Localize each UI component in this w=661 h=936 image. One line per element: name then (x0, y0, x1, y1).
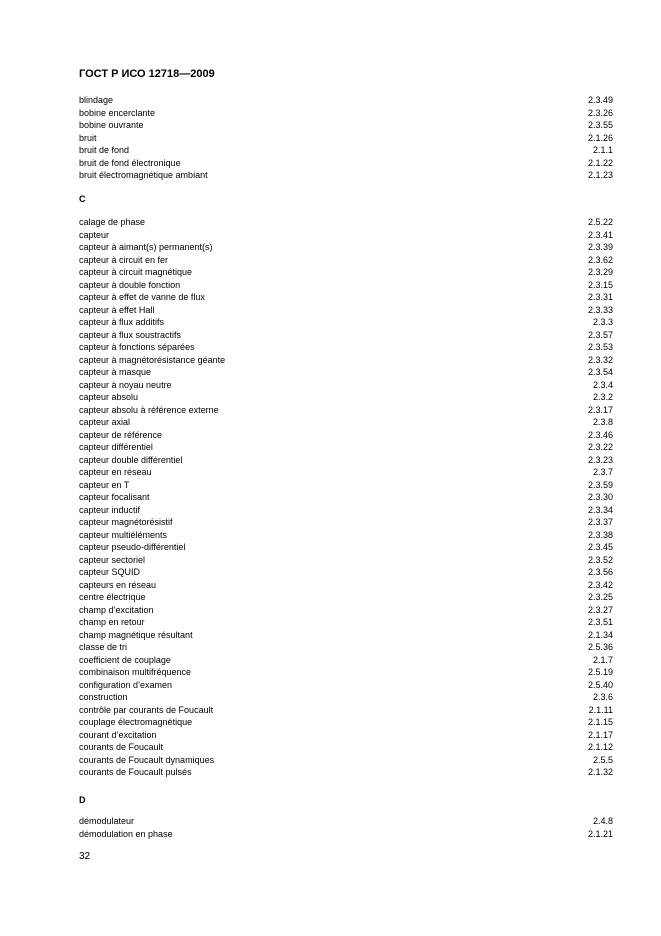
index-reference: 2.1.11 (588, 704, 613, 715)
index-term: champ magnétique résultant (79, 629, 193, 640)
index-reference: 2.3.27 (587, 604, 613, 615)
index-term: capteur inductif (79, 504, 141, 515)
index-entry (79, 579, 613, 592)
index-term: capteur magnétorésistif (79, 517, 173, 527)
index-term: capteurs en réseau (79, 579, 157, 590)
index-reference: 2.3.7 (592, 467, 613, 477)
index-term: capteur à double fonction (79, 279, 181, 290)
index-entry (79, 641, 613, 654)
index-term: bruit (79, 132, 97, 143)
index-reference: 2.3.42 (587, 579, 613, 590)
index-term: bobine encerclante (79, 107, 156, 118)
index-entry (79, 466, 613, 479)
index-reference: 2.3.26 (587, 107, 613, 118)
index-reference: 2.1.22 (587, 157, 613, 168)
index-section (79, 815, 613, 840)
index-reference: 2.1.12 (587, 742, 613, 752)
index-reference: 2.3.38 (587, 529, 613, 540)
index-entry (79, 529, 613, 542)
index-entry (79, 144, 613, 157)
index-reference: 2.3.30 (587, 492, 613, 502)
index-entry (79, 479, 613, 492)
page-number: 32 (79, 851, 91, 862)
index-entry (79, 169, 613, 182)
section-letter: C (79, 194, 86, 204)
index-reference: 2.3.8 (592, 417, 613, 427)
index-term: courants de Foucault dynamiques (79, 754, 215, 765)
index-entry (79, 354, 613, 367)
index-term: contrôle par courants de Foucault (79, 704, 214, 715)
index-reference: 2.3.54 (587, 367, 613, 377)
index-entry (79, 679, 613, 692)
index-reference: 2.3.17 (587, 404, 613, 415)
index-term: bruit de fond (79, 145, 130, 155)
index-entry (79, 491, 613, 504)
index-entry (79, 828, 613, 841)
index-term: capteur en T (79, 479, 130, 490)
index-term: capteur focalisant (79, 492, 150, 502)
index-reference: 2.3.53 (587, 342, 613, 352)
index-term: démodulation en phase (79, 828, 173, 839)
index-entry (79, 716, 613, 729)
index-entry (79, 416, 613, 429)
index-term: capteur à flux soustractifs (79, 329, 182, 340)
index-entry (79, 366, 613, 379)
index-term: capteur à noyau neutre (79, 379, 172, 390)
index-term: configuration d’examen (79, 679, 173, 690)
index-reference: 2.3.22 (587, 442, 613, 452)
index-entry (79, 341, 613, 354)
index-term: capteur axial (79, 417, 131, 427)
index-term: capteur SQUID (79, 567, 141, 577)
index-entry (79, 132, 613, 145)
index-entry (79, 107, 613, 120)
index-reference: 2.3.41 (587, 229, 613, 240)
index-reference: 2.5.5 (592, 754, 613, 765)
index-reference: 2.1.32 (587, 767, 613, 777)
index-term: courants de Foucault (79, 742, 164, 752)
index-term: capteur multiéléments (79, 529, 168, 540)
index-entry (79, 119, 613, 132)
index-reference: 2.5.40 (587, 679, 613, 690)
index-entry (79, 379, 613, 392)
index-term: capteur à fonctions séparées (79, 342, 195, 352)
index-term: capteur absolu à référence externe (79, 404, 219, 415)
index-term: courants de Foucault pulsés (79, 767, 192, 777)
index-reference: 2.3.4 (592, 379, 613, 390)
index-term: capteur absolu (79, 392, 139, 402)
index-entry (79, 766, 613, 779)
index-reference: 2.3.6 (592, 692, 613, 702)
index-reference: 2.1.7 (592, 654, 613, 665)
index-entry (79, 754, 613, 767)
index-entry (79, 216, 613, 229)
index-entry (79, 391, 613, 404)
index-reference: 2.3.23 (587, 454, 613, 465)
index-term: capteur à masque (79, 367, 152, 377)
index-term: capteur à circuit magnétique (79, 267, 193, 277)
index-reference: 2.3.57 (587, 329, 613, 340)
index-entry (79, 691, 613, 704)
index-reference: 2.3.34 (587, 504, 613, 515)
index-entry (79, 157, 613, 170)
index-term: classe de tri (79, 642, 128, 652)
index-entry (79, 429, 613, 442)
index-entry (79, 604, 613, 617)
index-term: capteur pseudo-différentiel (79, 542, 186, 552)
index-reference: 2.3.33 (587, 304, 613, 315)
index-entry (79, 441, 613, 454)
index-term: couplage électromagnétique (79, 717, 193, 727)
index-entry (79, 654, 613, 667)
index-entry (79, 291, 613, 304)
index-reference: 2.3.32 (587, 354, 613, 365)
index-term: capteur à effet de vanne de flux (79, 292, 205, 302)
index-entry (79, 329, 613, 342)
index-reference: 2.3.3 (592, 317, 613, 327)
index-entry (79, 254, 613, 267)
index-term: coefficient de couplage (79, 654, 171, 665)
index-entry (79, 241, 613, 254)
index-entry (79, 566, 613, 579)
index-reference: 2.3.45 (587, 542, 613, 552)
index-term: bruit de fond électronique (79, 157, 181, 168)
index-reference: 2.3.15 (587, 279, 613, 290)
index-term: calage de phase (79, 217, 146, 227)
index-term: blindage (79, 95, 114, 105)
index-entry (79, 741, 613, 754)
index-reference: 2.1.1 (592, 145, 613, 155)
index-entry (79, 504, 613, 517)
index-reference: 2.3.56 (587, 567, 613, 577)
index-reference: 2.1.26 (587, 132, 613, 143)
index-entry (79, 94, 613, 107)
index-term: capteur sectoriel (79, 554, 146, 565)
index-reference: 2.3.37 (587, 517, 613, 527)
index-reference: 2.3.59 (587, 479, 613, 490)
index-reference: 2.3.29 (587, 267, 613, 277)
index-term: capteur à aimant(s) permanent(s) (79, 242, 213, 252)
index-reference: 2.3.2 (592, 392, 613, 402)
index-reference: 2.4.8 (592, 816, 613, 826)
index-reference: 2.5.36 (587, 642, 613, 652)
index-entry (79, 404, 613, 417)
index-reference: 2.1.15 (587, 717, 613, 727)
index-term: capteur différentiel (79, 442, 153, 452)
index-entry (79, 629, 613, 642)
index-term: capteur à effet Hall (79, 304, 155, 315)
index-term: champ en retour (79, 617, 145, 627)
index-reference: 2.3.31 (587, 292, 613, 302)
index-term: capteur à flux additifs (79, 317, 165, 327)
index-term: champ d’excitation (79, 604, 154, 615)
index-reference: 2.1.23 (587, 170, 613, 180)
index-term: bobine ouvrante (79, 120, 144, 130)
index-entry (79, 279, 613, 292)
index-reference: 2.5.19 (587, 667, 613, 677)
index-entry (79, 704, 613, 717)
index-reference: 2.1.21 (587, 828, 613, 839)
index-reference: 2.3.52 (587, 554, 613, 565)
index-entry (79, 729, 613, 742)
index-entry (79, 316, 613, 329)
index-entry (79, 554, 613, 567)
section-letter: D (79, 795, 86, 805)
document-header: ГОСТ Р ИСО 12718—2009 (79, 68, 215, 80)
index-term: courant d’excitation (79, 729, 157, 740)
index-reference: 2.3.49 (587, 95, 613, 105)
index-reference: 2.5.22 (587, 217, 613, 227)
index-term: construction (79, 692, 128, 702)
index-entry (79, 815, 613, 828)
index-section (79, 216, 613, 779)
index-entry (79, 591, 613, 604)
index-reference: 2.3.62 (587, 254, 613, 265)
index-term: combinaison multifréquence (79, 667, 192, 677)
index-entry (79, 454, 613, 467)
index-entry (79, 266, 613, 279)
index-reference: 2.3.55 (587, 120, 613, 130)
index-reference: 2.3.51 (587, 617, 613, 627)
index-term: capteur en réseau (79, 467, 152, 477)
index-term: démodulateur (79, 816, 135, 826)
index-section (79, 94, 613, 182)
index-entry (79, 541, 613, 554)
index-reference: 2.1.17 (587, 729, 613, 740)
index-term: capteur de référence (79, 429, 163, 440)
index-entry (79, 516, 613, 529)
index-term: capteur (79, 229, 110, 240)
index-term: capteur double différentiel (79, 454, 183, 465)
index-reference: 2.1.34 (587, 629, 613, 640)
index-entry (79, 616, 613, 629)
index-reference: 2.3.25 (587, 592, 613, 602)
index-term: capteur à magnétorésistance géante (79, 354, 226, 365)
index-reference: 2.3.46 (587, 429, 613, 440)
index-entry (79, 666, 613, 679)
index-term: capteur à circuit en fer (79, 254, 169, 265)
index-term: centre électrique (79, 592, 146, 602)
index-entry (79, 229, 613, 242)
index-term: bruit électromagnétique ambiant (79, 170, 208, 180)
index-entry (79, 304, 613, 317)
index-reference: 2.3.39 (587, 242, 613, 252)
